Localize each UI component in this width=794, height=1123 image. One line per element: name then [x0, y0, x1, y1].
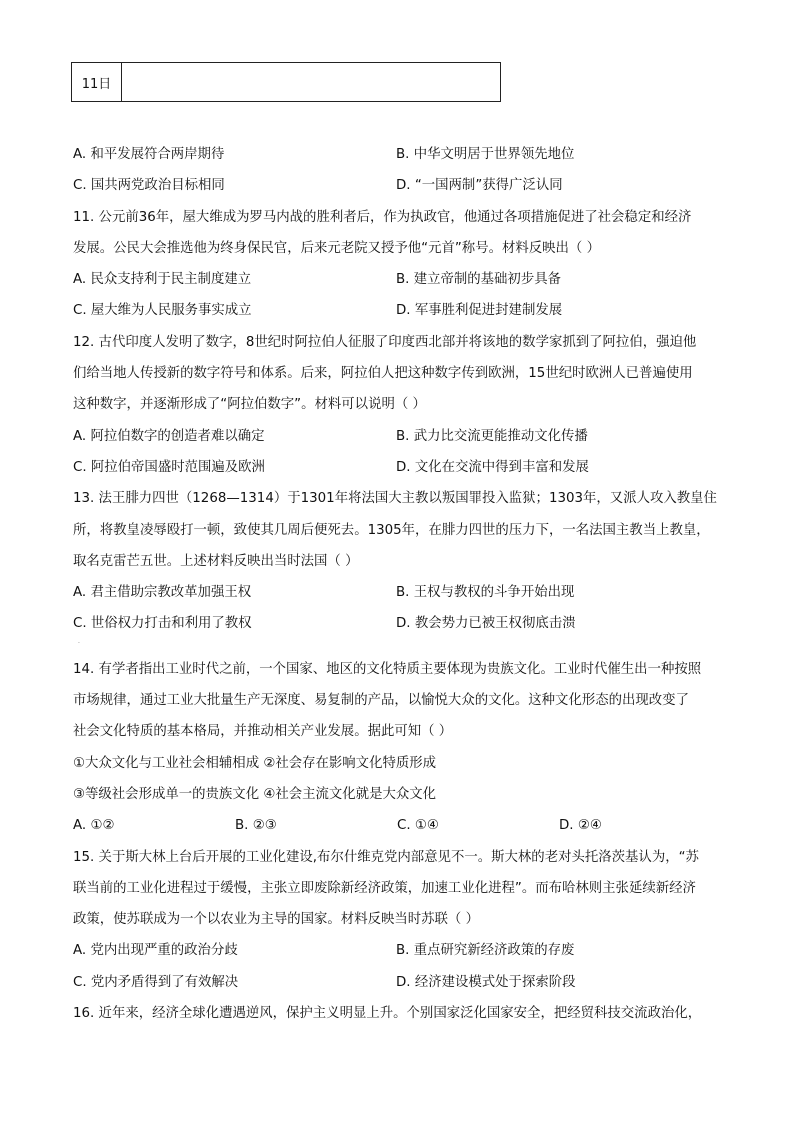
stray-mark: ·: [78, 639, 80, 647]
q10-options-row-2: [73, 170, 728, 201]
q12-options-row-2: [73, 452, 728, 483]
q12-options-row-1: [73, 421, 728, 452]
question-12-line: 这种数字，并逐渐形成了“阿拉伯数字”。材料可以说明（ ）: [73, 397, 426, 413]
option-a: A. 民众支持利于民主制度建立: [73, 272, 252, 288]
date-table: [71, 62, 501, 102]
question-15-line: 15. 关于斯大林上台后开展的工业化建设,布尔什维克党内部意见不一。斯大林的老对头托洛茨基认为，“苏: [73, 849, 699, 865]
q13-options-row-2: [73, 608, 728, 639]
q14-options-row: [73, 810, 728, 841]
option-a: A. 阿拉伯数字的创造者难以确定: [73, 428, 265, 444]
question-14-statement: ③等级社会形成单一的贵族文化 ④社会主流文化就是大众文化: [73, 786, 437, 802]
question-12-line: 们给当地人传授新的数字符号和体系。后来，阿拉伯人把这种数字传到欧洲，15世纪时欧洲人已普遍使用: [73, 366, 693, 382]
q11-options-row-1: [73, 264, 728, 295]
option-b: B. 中华文明居于世界领先地位: [396, 147, 575, 162]
q11-options-row-2: [73, 295, 728, 326]
option-d: D. 军事胜利促进封建制发展: [396, 303, 563, 319]
question-11-line: 发展。公民大会推选他为终身保民官，后来元老院又授予他“元首”称号。材料反映出（ ）: [73, 240, 600, 256]
option-a: A. ①②: [73, 818, 115, 834]
option-b: B. 重点研究新经济政策的存废: [396, 943, 575, 959]
question-content: [73, 139, 728, 1029]
date-cell: 11日: [72, 63, 122, 101]
option-d: D. 教会势力已被王权彻底击溃: [396, 616, 576, 632]
option-b: B. 建立帝制的基础初步具备: [396, 272, 561, 288]
q13-options-row-1: [73, 577, 728, 608]
option-d: D. 文化在交流中得到丰富和发展: [396, 459, 589, 475]
question-13-line: 所，将教皇凌辱殴打一顿，致使其几周后便死去。1305年，在腓力四世的压力下，一名法国主教当上教皇，: [73, 522, 710, 538]
q15-options-row-2: [73, 967, 728, 998]
question-14-line: 14. 有学者指出工业时代之前，一个国家、地区的文化特质主要体现为贵族文化。工业时代催生出一种按照: [73, 661, 702, 677]
option-c: C. 国共两党政治目标相同: [73, 178, 225, 194]
question-11-line: 11. 公元前36年，屋大维成为罗马内战的胜利者后，作为执政官，他通过各项措施促进了社会稳定和经济: [73, 209, 692, 225]
option-d: D. ②④: [559, 818, 602, 834]
option-b: B. 武力比交流更能推动文化传播: [396, 428, 588, 444]
option-a: A. 和平发展符合两岸期待: [73, 147, 225, 162]
option-c: C. ①④: [397, 818, 439, 834]
option-c: C. 党内矛盾得到了有效解决: [73, 974, 239, 990]
question-15-line: 政策，使苏联成为一个以农业为主导的国家。材料反映当时苏联（ ）: [73, 912, 479, 928]
option-c: C. 世俗权力打击和利用了教权: [73, 616, 252, 632]
option-c: C. 阿拉伯帝国盛时范围遍及欧洲: [73, 459, 265, 475]
question-14-line: 市场规律，通过工业大批量生产无深度、易复制的产品，以愉悦大众的文化。这种文化形态的出现改变了: [73, 693, 689, 709]
question-14-line: 社会文化特质的基本格局，并推动相关产业发展。据此可知（ ）: [73, 724, 453, 740]
option-b: B. ②③: [235, 818, 277, 834]
option-c: C. 屋大维为人民服务事实成立: [73, 303, 252, 319]
question-13-line: 13. 法王腓力四世（1268—1314）于1301年将法国大主教以叛国罪投入监狱；1303年，又派人攻入教皇住: [73, 491, 717, 507]
option-b: B. 王权与教权的斗争开始出现: [396, 585, 575, 601]
option-d: D. 经济建设模式处于探索阶段: [396, 974, 576, 990]
q10-options-row-1: [73, 139, 728, 170]
question-15-line: 联当前的工业化进程过于缓慢，主张立即废除新经济政策，加速工业化进程”。而布哈林则主张延续新经济: [73, 880, 696, 896]
option-a: A. 君主借助宗教改革加强王权: [73, 585, 252, 601]
question-13-line: 取名克雷芒五世。上述材料反映出当时法国（ ）: [73, 553, 359, 569]
question-16-line: 16. 近年来，经济全球化遭遇逆风，保护主义明显上升。个别国家泛化国家安全，把经贸科技交流政治化，: [73, 1006, 702, 1022]
option-d: D. “一国两制”获得广泛认同: [396, 178, 563, 194]
q15-options-row-1: [73, 935, 728, 966]
empty-cell: [122, 63, 500, 101]
question-14-statement: ①大众文化与工业社会相辅相成 ②社会存在影响文化特质形成: [73, 755, 437, 771]
option-a: A. 党内出现严重的政治分歧: [73, 943, 238, 959]
question-12-line: 12. 古代印度人发明了数字，8世纪时阿拉伯人征服了印度西北部并将该地的数学家抓到了阿拉伯，强迫他: [73, 334, 697, 350]
